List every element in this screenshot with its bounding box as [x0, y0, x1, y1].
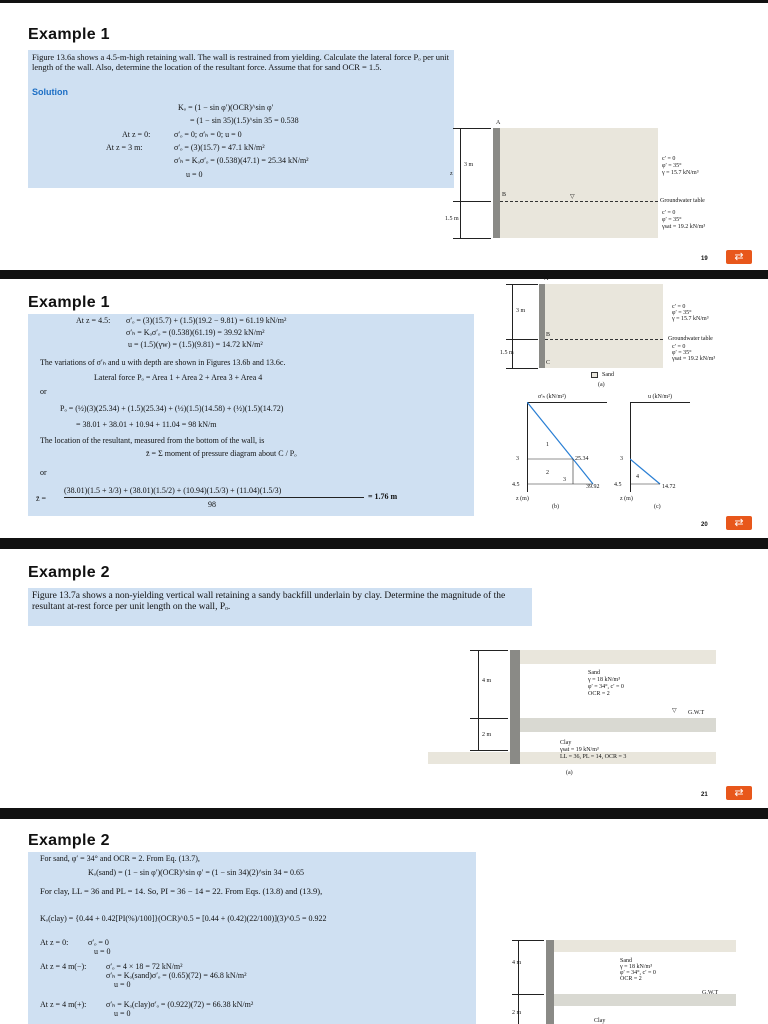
retaining-wall: [510, 650, 520, 764]
axis-label: σ′ₕ (kN/m²): [538, 394, 566, 400]
equation: σ′ₕ = Kₒσ′ₒ = (0.538)(61.19) = 39.92 kN/m²: [126, 328, 265, 337]
solution-box: [28, 314, 474, 516]
value-label: 25.34: [575, 456, 589, 462]
soil-property: γsat = 19.2 kN/m³: [662, 224, 706, 230]
soil-property: φ′ = 35°: [662, 217, 682, 223]
soil-property: φ′ = 35°: [672, 310, 692, 316]
equation: σ′ₒ = 4 × 18 = 72 kN/m²: [106, 962, 183, 971]
dimension-label: 4 m: [512, 960, 522, 966]
equation: σ′ₕ = Kₒσ′ₒ = (0.538)(47.1) = 25.34 kN/m²: [174, 156, 309, 165]
pressure-diagram-c: [630, 402, 690, 492]
water-table-label: G.W.T: [702, 990, 719, 996]
text-line: The variations of σ′ₕ and u with depth are shown in Figures 13.6b and 13.6c.: [40, 358, 286, 367]
dimension-tick: [470, 650, 508, 651]
slide-4: [0, 816, 768, 1024]
equation-numerator: (38.01)(1.5 + 3/3) + (38.01)(1.5/2) + (10.94)(1.5/3) + (11.04)(1.5/3): [64, 486, 282, 495]
soil-label: Clay: [594, 1018, 606, 1024]
slide-title: Example 1: [28, 26, 110, 43]
dimension-tick: [470, 718, 508, 719]
water-table-line: [500, 201, 658, 202]
area-label: 2: [546, 470, 549, 476]
figure-caption: (c): [654, 504, 661, 510]
retaining-wall: [493, 128, 500, 238]
soil-property: c′ = 0: [662, 210, 676, 216]
slide-top-rule: [0, 546, 768, 549]
problem-box: [28, 50, 454, 84]
soil-property: OCR = 2: [620, 976, 642, 982]
soil-property: γsat = 19.2 kN/m³: [672, 356, 716, 362]
dimension-tick: [512, 940, 544, 941]
slide-1: [0, 0, 768, 270]
dimension-tick: [512, 994, 544, 995]
figure-caption: (a): [566, 770, 573, 776]
dimension-label: 4 m: [482, 678, 492, 684]
page-number: 21: [701, 792, 708, 798]
equation: z̄ = Σ moment of pressure diagram about C / Pₒ: [146, 449, 297, 458]
dimension-label: 3 m: [516, 308, 526, 314]
connector-text: or: [40, 468, 47, 477]
soil-property: γ = 18 kN/m³: [588, 677, 621, 683]
dimension-tick: [506, 339, 538, 340]
soil-property: φ′ = 35°: [662, 163, 682, 169]
text-line: Lateral force Pₒ = Area 1 + Area 2 + Area 3 + Area 4: [94, 373, 263, 382]
equation-label: At z = 3 m:: [106, 143, 143, 152]
dimension-line: [478, 650, 479, 750]
equation: u = 0: [114, 1009, 131, 1018]
retaining-wall: [539, 284, 545, 368]
depth-tick-label: 4.5: [512, 482, 520, 488]
equation-denominator: 98: [208, 500, 216, 509]
soil-property: φ′ = 35°: [672, 350, 692, 356]
equation: u = 0: [114, 980, 131, 989]
value-label: 39.92: [586, 484, 600, 490]
equation: σ′ₒ = (3)(15.7) + (1.5)(19.2 − 9.81) = 61.19 kN/m²: [126, 316, 287, 325]
area-label: 1: [546, 442, 549, 448]
depth-axis-label: z (m): [516, 496, 529, 502]
dimension-tick: [506, 284, 538, 285]
page-number: 20: [701, 522, 708, 528]
equation: σ′ₕ = Kₒ(clay)σ′ₒ = (0.922)(72) = 66.38 kN/m²: [106, 1000, 254, 1009]
solution-box: [28, 84, 454, 188]
equation: u = 0: [94, 947, 111, 956]
soil-property: LL = 36, PL = 14, OCR = 3: [560, 754, 627, 760]
retaining-wall: [546, 940, 554, 1024]
dimension-label: 2 m: [482, 732, 492, 738]
slide-top-rule: [0, 0, 768, 3]
slide-top-rule: [0, 276, 768, 279]
slide-2: [0, 276, 768, 538]
publisher-logo-icon: ⇄: [726, 516, 752, 530]
dimension-label: 1.5 m: [500, 350, 514, 356]
slide-top-rule: [0, 816, 768, 819]
water-table-label: G.W.T: [688, 710, 705, 716]
equation: u = 0: [186, 170, 203, 179]
water-table-symbol: ▽: [570, 194, 575, 200]
problem-text: Figure 13.7a shows a non-yielding vertical wall retaining a sandy backfill underlain by clay. Determine the magnitude of the resultant at-rest force per unit length on the wall, Pₒ.: [32, 591, 506, 612]
text-line: The location of the resultant, measured from the bottom of the wall, is: [40, 436, 265, 445]
solution-label: Solution: [32, 87, 68, 97]
equation: u = (1.5)(γw) = (1.5)(9.81) = 14.72 kN/m²: [128, 340, 263, 349]
soil-property: γ = 18 kN/m³: [620, 964, 653, 970]
equation: σ′ₒ = 0; σ′ₕ = 0; u = 0: [174, 130, 242, 139]
water-table-label: Groundwater table: [668, 336, 713, 342]
fraction-bar: [64, 497, 364, 498]
point-label: A: [496, 120, 501, 126]
figure-caption: (b): [552, 504, 559, 510]
soil-property: c′ = 0: [672, 344, 686, 350]
area-label: 4: [636, 474, 639, 480]
soil-property: γ = 15.7 kN/m³: [662, 170, 699, 176]
slide-title: Example 2: [28, 564, 110, 581]
water-table-symbol: ▽: [672, 708, 677, 714]
sand-backfill: [545, 284, 663, 368]
dimension-tick: [506, 368, 538, 369]
dimension-tick: [453, 201, 491, 202]
soil-label: Sand: [588, 670, 600, 676]
dimension-tick: [470, 750, 508, 751]
soil-label: Sand: [620, 958, 632, 964]
dimension-tick: [453, 128, 491, 129]
equation-label: At z = 4.5:: [76, 316, 111, 325]
text-line: For sand, φ′ = 34° and OCR = 2. From Eq. (13.7),: [40, 854, 200, 863]
soil-property: c′ = 0: [662, 156, 676, 162]
soil-label: Clay: [560, 740, 572, 746]
sand-surface-band: [520, 650, 716, 664]
publisher-logo-icon: ⇄: [726, 250, 752, 264]
slide-3: [0, 546, 768, 808]
water-table-line: [545, 339, 663, 340]
area-label: 3: [563, 477, 566, 483]
equation: σ′ₒ = 0: [88, 938, 109, 947]
slide-title: Example 2: [28, 832, 110, 849]
equation: Kₒ(sand) = (1 − sin φ′)(OCR)^sin φ′ = (1 − sin 34)(2)^sin 34 = 0.65: [88, 868, 304, 877]
dimension-line: [460, 128, 461, 238]
point-label: A: [544, 276, 549, 282]
axis-label: u (kN/m²): [648, 394, 672, 400]
soil-property: φ′ = 34°, c′ = 0: [620, 970, 656, 976]
soil-property: γsat = 19 kN/m³: [560, 747, 599, 753]
equation: Kₒ = (1 − sin φ′)(OCR)^sin φ′: [178, 103, 274, 112]
sand-backfill: [500, 128, 658, 238]
soil-property: φ′ = 34°, c′ = 0: [588, 684, 624, 690]
point-label: B: [546, 332, 551, 338]
depth-tick-label: 3: [516, 456, 519, 462]
soil-property: γ = 15.7 kN/m³: [672, 316, 709, 322]
text-line: For clay, LL = 36 and PL = 14. So, PI = 36 − 14 = 22. From Eqs. (13.8) and (13.9),: [40, 886, 323, 896]
publisher-logo-icon: ⇄: [726, 786, 752, 800]
clay-band: [520, 718, 716, 732]
problem-text: Figure 13.6a shows a 4.5-m-high retaining wall. The wall is restrained from yielding. Calculate the lateral force Pₒ per unit length of the wall. Also, determine the location of the resultant force. Assume that for sand OCR = 1.5.: [32, 52, 450, 72]
equation-label: At z = 0:: [40, 938, 69, 947]
sand-surface-band: [554, 940, 736, 952]
equation: σ′ₒ = (3)(15.7) = 47.1 kN/m²: [174, 143, 265, 152]
page-number: 19: [701, 256, 708, 262]
value-label: 14.72: [662, 484, 676, 490]
soil-property: c′ = 0: [672, 304, 686, 310]
equation-result: = 1.76 m: [368, 492, 398, 501]
depth-tick-label: 3: [620, 456, 623, 462]
equation-label: At z = 4 m(+):: [40, 1000, 87, 1009]
dimension-label: 1.5 m: [445, 216, 459, 222]
slide-title: Example 1: [28, 294, 110, 311]
figure-caption: (a): [598, 382, 605, 388]
depth-tick-label: 4.5: [614, 482, 622, 488]
equation: Pₒ = (½)(3)(25.34) + (1.5)(25.34) + (½)(1.5)(14.58) + (½)(1.5)(14.72): [60, 404, 284, 413]
problem-box: [28, 588, 532, 626]
equation: Kₒ(clay) = {0.44 + 0.42[PI(%)/100]}(OCR)^0.5 = [0.44 + (0.42)(22/100)](3)^0.5 = 0.922: [40, 914, 327, 923]
dimension-tick: [453, 238, 491, 239]
equation: = 38.01 + 38.01 + 10.94 + 11.04 = 98 kN/m: [76, 420, 217, 429]
dimension-label: 3 m: [464, 162, 474, 168]
equation-zbar: z̄ =: [36, 494, 47, 503]
equation-label: At z = 4 m(−):: [40, 962, 87, 971]
dimension-label: 2 m: [512, 1010, 522, 1016]
point-label: C: [546, 360, 551, 366]
water-table-label: Groundwater table: [660, 198, 705, 204]
equation: σ′ₕ = Kₒ(sand)σ′ₒ = (0.65)(72) = 46.8 kN/m²: [106, 971, 247, 980]
solution-box: [28, 852, 476, 1024]
depth-axis-label: z (m): [620, 496, 633, 502]
legend-swatch: [591, 372, 598, 378]
legend-label: Sand: [602, 372, 614, 378]
equation-label: At z = 0:: [122, 130, 151, 139]
soil-property: OCR = 2: [588, 691, 610, 697]
pressure-diagram-b: [527, 402, 607, 492]
z-axis-label: z: [450, 171, 453, 177]
connector-text: or: [40, 387, 47, 396]
equation: = (1 − sin 35)(1.5)^sin 35 = 0.538: [190, 116, 299, 125]
point-label: B: [502, 192, 507, 198]
